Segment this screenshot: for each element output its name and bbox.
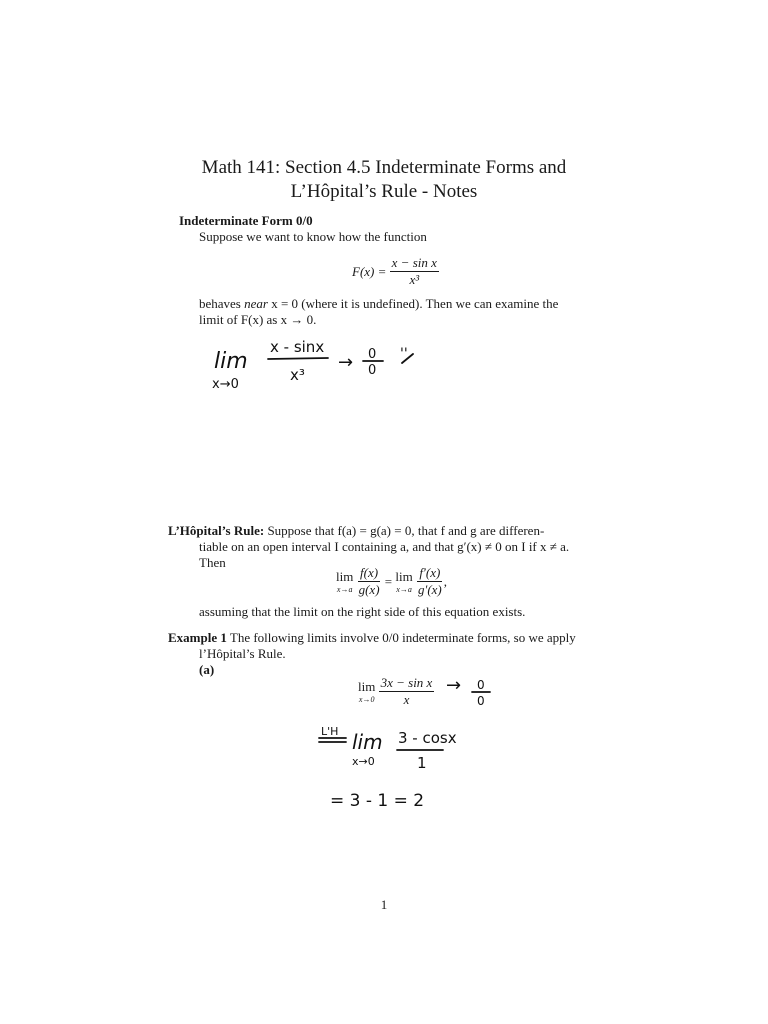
rule-line-1-text: Suppose that f(a) = g(a) = 0, that f and g are differen- bbox=[264, 523, 545, 538]
hw1-mark: '' bbox=[400, 346, 408, 362]
hw1-res-den: 0 bbox=[368, 363, 377, 378]
rule-formula bbox=[336, 566, 447, 597]
page-title-line-1: Math 141: Section 4.5 Indeterminate Forms and bbox=[201, 157, 567, 178]
rule-lim-2-sub: x→a bbox=[396, 585, 412, 594]
rule-line-2: tiable on an open interval I containing a, and that g′(x) ≠ 0 on I if x ≠ a. bbox=[199, 539, 570, 554]
handwritten-limit-1 bbox=[200, 330, 460, 400]
behaves-text bbox=[199, 296, 558, 312]
limit-text: limit of F(x) as x → 0. bbox=[199, 312, 317, 327]
rule-frac-2-den: g′(x) bbox=[417, 582, 442, 597]
function-formula bbox=[352, 256, 439, 287]
example-label: Example 1 bbox=[168, 630, 227, 645]
hw1-res-num: 0 bbox=[368, 347, 377, 362]
hw2-lh: L'H bbox=[321, 725, 339, 738]
hw2-res-num: 0 bbox=[477, 678, 485, 692]
formula-numerator: x − sin x bbox=[391, 255, 437, 270]
rule-lim-2-word: lim bbox=[395, 569, 413, 584]
rule-frac-1-num: f(x) bbox=[360, 565, 379, 580]
behaves-text-a: behaves bbox=[199, 296, 245, 311]
rule-frac-2-num: f′(x) bbox=[419, 565, 441, 580]
hw2-den: 1 bbox=[417, 754, 427, 772]
example-lim-sub: x→0 bbox=[358, 695, 375, 704]
handwritten-solution bbox=[310, 672, 510, 822]
rule-line-3: Then bbox=[199, 555, 226, 570]
rule-lim-1-word: lim bbox=[336, 569, 354, 584]
intro-text: Suppose we want to know how the function bbox=[199, 229, 427, 244]
hw2-num: 3 - cosx bbox=[398, 729, 457, 747]
section-heading: Indeterminate Form 0/0 bbox=[179, 213, 313, 228]
hw1-lim: lim bbox=[214, 349, 248, 374]
formula-lhs: F(x) = bbox=[352, 263, 387, 279]
hw1-arrow: → bbox=[338, 352, 354, 373]
hw1-sub: x→0 bbox=[212, 377, 239, 392]
behaves-text-c: x = 0 (where it is undefined). Then we can examine the bbox=[267, 296, 559, 311]
rule-line-1 bbox=[168, 523, 544, 539]
rule-eq: = bbox=[384, 573, 393, 589]
formula-fraction bbox=[390, 256, 439, 287]
hw2-result: = 3 - 1 = 2 bbox=[330, 791, 425, 811]
rule-lim-2 bbox=[395, 569, 412, 594]
page-title-line-2: L’Hôpital’s Rule - Notes bbox=[290, 181, 478, 202]
rule-lim-1 bbox=[336, 569, 353, 594]
hw2-sub: x→0 bbox=[352, 755, 375, 768]
hw2-res-den: 0 bbox=[477, 694, 485, 708]
hw2-lim: lim bbox=[352, 730, 383, 754]
rule-label: L’Hôpital’s Rule: bbox=[168, 523, 265, 538]
formula-denominator: x³ bbox=[409, 272, 420, 287]
example-line-1 bbox=[168, 630, 576, 646]
hw2-arrow: → bbox=[446, 675, 462, 696]
rule-assumption: assuming that the limit on the right side of this equation exists. bbox=[199, 604, 526, 619]
rule-frac-1 bbox=[357, 566, 382, 597]
hw1-den: x³ bbox=[290, 366, 305, 384]
example-frac-den: x bbox=[403, 692, 410, 707]
rule-comma: , bbox=[443, 573, 447, 589]
hw1-num: x - sinx bbox=[270, 338, 325, 356]
rule-frac-2 bbox=[416, 566, 444, 597]
example-lim-word: lim bbox=[358, 679, 376, 694]
example-part-a: (a) bbox=[199, 662, 215, 677]
hw1-frac-line bbox=[268, 358, 328, 359]
rule-frac-1-den: g(x) bbox=[358, 582, 380, 597]
example-line-1-text: The following limits involve 0/0 indeterminate forms, so we apply bbox=[226, 630, 576, 645]
rule-lim-1-sub: x→a bbox=[336, 585, 353, 594]
behaves-text-near: near bbox=[244, 296, 268, 311]
page-number: 1 bbox=[380, 897, 388, 912]
example-frac-num: 3x − sin x bbox=[380, 675, 433, 690]
example-line-2: l’Hôpital’s Rule. bbox=[199, 646, 286, 661]
